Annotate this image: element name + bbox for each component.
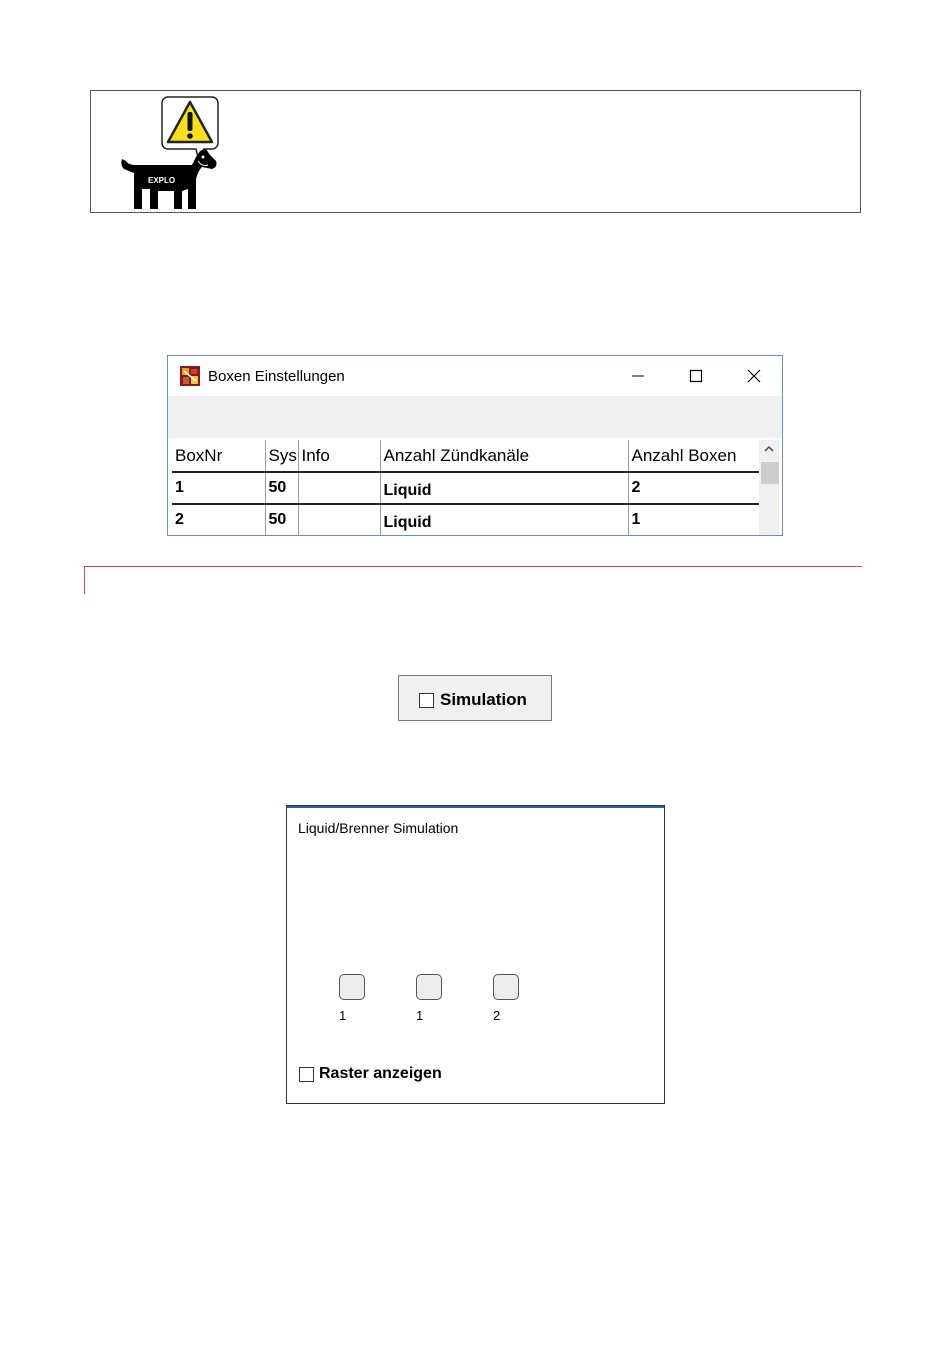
grid-header-row: [172, 440, 759, 472]
simulation-checkbox[interactable]: [419, 693, 434, 708]
column-header[interactable]: BoxNr: [172, 440, 265, 472]
explo-warning-logo: [116, 95, 226, 211]
indicator-button[interactable]: [416, 974, 442, 1000]
close-button[interactable]: [734, 362, 774, 390]
cell-zuendkanaele[interactable]: Liquid: [380, 504, 628, 536]
column-header[interactable]: Sys: [265, 440, 298, 472]
raster-label[interactable]: Raster anzeigen: [319, 1065, 442, 1082]
cell-boxnr[interactable]: 2: [172, 504, 265, 536]
simulation-button[interactable]: [398, 675, 552, 721]
raster-checkbox[interactable]: [299, 1067, 314, 1082]
section-divider-tick: [84, 566, 85, 594]
minimize-button[interactable]: [618, 362, 658, 390]
cell-sys[interactable]: 50: [265, 472, 298, 504]
app-icon: [180, 366, 200, 386]
column-header[interactable]: Anzahl Zündkanäle: [380, 440, 628, 472]
indicator-label: 1: [416, 1008, 424, 1023]
indicator-label: 2: [493, 1008, 501, 1023]
maximize-icon: [676, 362, 716, 390]
chevron-up-icon[interactable]: [763, 444, 775, 454]
table-row[interactable]: [172, 504, 759, 536]
cell-zuendkanaele[interactable]: Liquid: [380, 472, 628, 504]
cell-anzahl-boxen[interactable]: 1: [628, 504, 759, 536]
cell-info[interactable]: [298, 504, 380, 536]
scrollbar-thumb[interactable]: [761, 462, 779, 484]
indicator-button[interactable]: [493, 974, 519, 1000]
logo-text: EXPLO: [148, 176, 176, 185]
vertical-scrollbar[interactable]: [759, 440, 779, 536]
title-bar: [168, 356, 782, 396]
window-top-border: [287, 806, 664, 808]
cell-boxnr[interactable]: 1: [172, 472, 265, 504]
cell-anzahl-boxen[interactable]: 2: [628, 472, 759, 504]
liquid-brenner-simulation-window: [286, 805, 665, 1104]
minimize-icon: [618, 362, 658, 390]
close-icon: [734, 362, 774, 390]
warning-box: [90, 90, 861, 213]
section-divider: [84, 566, 862, 567]
table-row[interactable]: [172, 472, 759, 504]
cell-info[interactable]: [298, 472, 380, 504]
maximize-button[interactable]: [676, 362, 716, 390]
boxen-grid: [172, 440, 760, 536]
cell-sys[interactable]: 50: [265, 504, 298, 536]
window-title: Boxen Einstellungen: [208, 368, 345, 385]
indicator-label: 1: [339, 1008, 347, 1023]
toolbar-area: [168, 396, 782, 438]
column-header[interactable]: Info: [298, 440, 380, 472]
indicator-button[interactable]: [339, 974, 365, 1000]
boxen-settings-window: [167, 355, 783, 536]
simulation-label: Simulation: [440, 690, 527, 709]
column-header[interactable]: Anzahl Boxen: [628, 440, 759, 472]
simulation-window-title: Liquid/Brenner Simulation: [298, 820, 459, 836]
